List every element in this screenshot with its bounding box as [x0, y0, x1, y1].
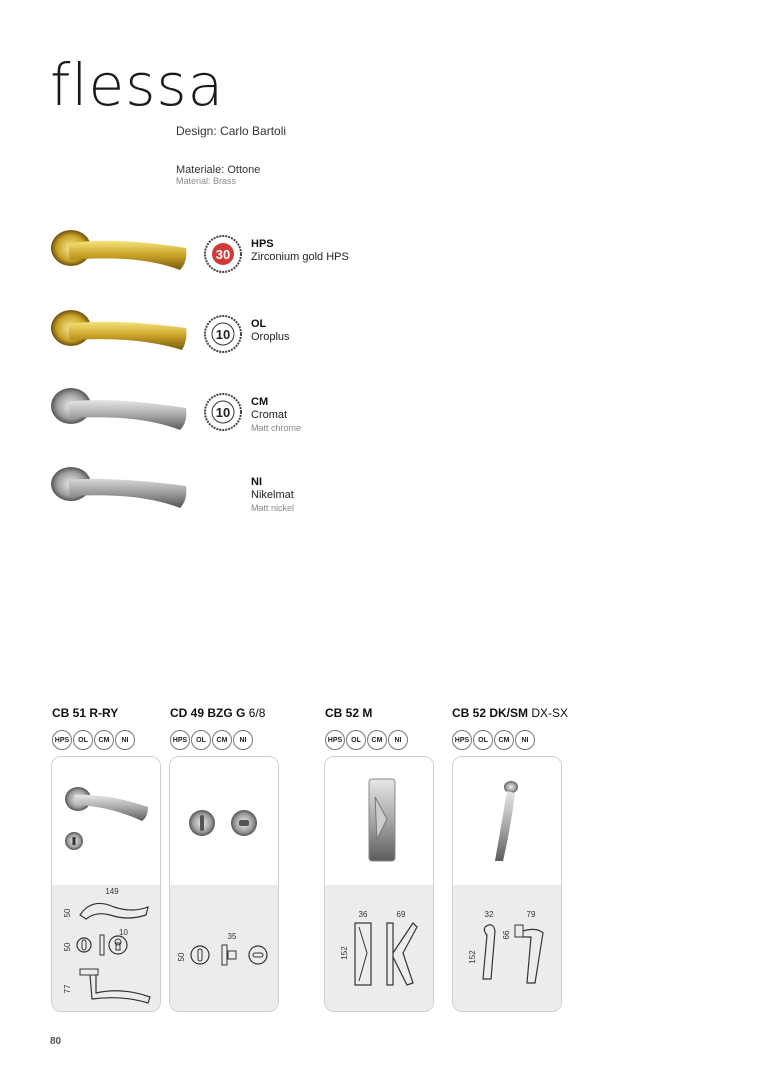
svg-text:152: 152 [340, 946, 349, 960]
finish-chip: NI [233, 730, 253, 750]
handle-image-gold [48, 226, 193, 286]
svg-text:152: 152 [468, 950, 477, 964]
svg-text:77: 77 [63, 984, 72, 994]
product-cb52m [325, 706, 408, 750]
warranty-badge-30 [203, 234, 243, 274]
finish-code: OL [251, 318, 267, 330]
warranty-badge-10 [203, 392, 243, 432]
svg-text:79: 79 [526, 910, 536, 919]
svg-text:10: 10 [119, 928, 128, 937]
handle-image-nickel [48, 464, 193, 524]
designer-credit: Design: Carlo Bartoli [176, 124, 287, 138]
finish-chip: NI [388, 730, 408, 750]
svg-text:10: 10 [215, 327, 231, 342]
svg-text:50: 50 [63, 908, 72, 918]
product-card-cd49 [169, 756, 279, 1012]
warranty-badge-10 [203, 314, 243, 354]
finish-row-cm [48, 384, 468, 454]
material-english: Material: Brass [176, 176, 237, 186]
finish-row-ni [48, 464, 468, 534]
finish-chips [325, 730, 408, 750]
svg-text:50: 50 [177, 952, 186, 962]
finish-chip: HPS [452, 730, 472, 750]
finish-chips [52, 730, 135, 750]
finish-chips [452, 730, 568, 750]
finish-chip: CM [94, 730, 114, 750]
svg-text:149: 149 [105, 887, 119, 896]
product-card-cb51 [51, 756, 161, 1012]
finish-name: Zirconium gold HPS [251, 251, 349, 263]
finish-subtitle: Matt nickel [251, 503, 295, 513]
svg-text:30: 30 [215, 247, 231, 262]
product-code: CB 52 M [325, 706, 373, 720]
svg-text:10: 10 [215, 405, 231, 420]
finish-chip: CM [494, 730, 514, 750]
finish-chip: CM [367, 730, 387, 750]
finish-chip: OL [191, 730, 211, 750]
product-drawing [325, 757, 434, 1012]
finish-chip: OL [473, 730, 493, 750]
finish-chip: OL [73, 730, 93, 750]
page-title: flessa [50, 51, 225, 119]
finish-chip: HPS [170, 730, 190, 750]
material-italian: Materiale: Ottone [176, 164, 261, 176]
svg-text:50: 50 [63, 942, 72, 952]
handle-image-gold [48, 306, 193, 366]
finish-row-ol [48, 306, 468, 376]
product-cb51 [52, 706, 135, 750]
product-card-cb52dk [452, 756, 562, 1012]
product-card-cb52m [324, 756, 434, 1012]
svg-text:69: 69 [396, 910, 406, 919]
finish-chips [170, 730, 265, 750]
finish-chip: OL [346, 730, 366, 750]
finish-chip: HPS [52, 730, 72, 750]
finish-chip: NI [115, 730, 135, 750]
finish-chip: NI [515, 730, 535, 750]
page-number: 80 [50, 1036, 62, 1047]
finish-code: NI [251, 476, 262, 488]
finish-subtitle: Matt chrome [251, 423, 302, 433]
svg-text:32: 32 [484, 910, 494, 919]
finish-code: HPS [251, 238, 274, 250]
finish-name: Cromat [251, 409, 288, 421]
finish-name: Nikelmat [251, 489, 294, 501]
product-drawing [170, 757, 279, 1012]
svg-text:36: 36 [358, 910, 368, 919]
product-cb52dk [452, 706, 568, 750]
product-cd49 [170, 706, 265, 750]
finish-code: CM [251, 396, 269, 408]
finish-chip: CM [212, 730, 232, 750]
svg-text:66: 66 [502, 930, 511, 940]
product-drawing [52, 757, 161, 1012]
product-code: CB 51 R-RY [52, 706, 119, 720]
product-code: CB 52 DK/SM DX-SX [452, 706, 569, 720]
finish-name: Oroplus [251, 331, 290, 343]
product-code: CD 49 BZG G 6/8 [170, 706, 266, 720]
finish-chip: HPS [325, 730, 345, 750]
handle-image-chrome [48, 384, 193, 444]
finish-row-hps [48, 226, 468, 296]
product-drawing [453, 757, 562, 1012]
svg-text:35: 35 [227, 932, 237, 941]
